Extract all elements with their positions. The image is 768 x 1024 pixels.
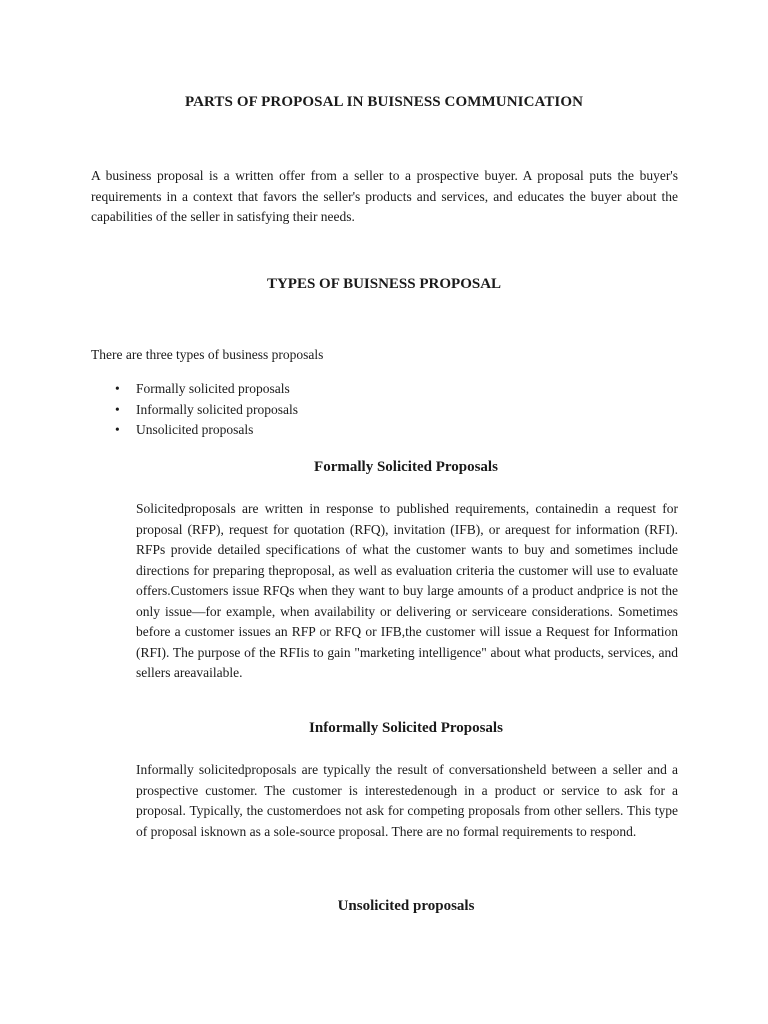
section-heading-formally-solicited: Formally Solicited Proposals (314, 459, 498, 475)
section-body-informally-solicited: Informally solicitedproposals are typically the result of conversationsheld between a seller and a prospective customer. The customer is interestedenough in a product or service to ask for a proposal. Typically, the customerdoes not ask for competing proposals from other sellers. This type of proposal isknown as a sole-source proposal. There are no formal requirements to respond. (136, 762, 678, 839)
types-heading: TYPES OF BUISNESS PROPOSAL (266, 276, 502, 292)
list-item (91, 400, 298, 421)
section-heading-informally-solicited: Informally Solicited Proposals (309, 720, 503, 736)
document-title: PARTS OF PROPOSAL IN BUISNESS COMMUNICATION (184, 94, 584, 110)
list-item-text: Informally solicited proposals (136, 401, 298, 417)
list-item-text: Formally solicited proposals (136, 381, 290, 396)
list-item (91, 420, 298, 441)
types-lead-paragraph: There are three types of business proposals (91, 347, 324, 362)
list-item-text: Unsolicited proposals (136, 422, 254, 437)
section-heading-unsolicited: Unsolicited proposals (337, 898, 475, 914)
section-body-formally-solicited: Solicitedproposals are written in response to published requirements, containedin a request for proposal (RFP), request for quotation (RFQ), invitation (IFB), or arequest for information (RFI). RFPs provide detailed specifications of what the customer wants to buy and sometimes include directions for preparing theproposal, as well as evaluation criteria the customer will use to evaluate offers.Customers issue RFQs when they want to buy large amounts of a product andprice is not the only issue—for example, when availability or delivering or serviceare considerations. Sometimes before a customer issues an RFP or RFQ or IFB,the customer will issue a Request for Information (RFI). The purpose of the RFIis to gain "marketing intelligence" about what products, services, and sellers areavailable. (136, 501, 678, 680)
list-item (91, 379, 298, 400)
bullet-icon: • (115, 381, 120, 396)
types-list (91, 379, 298, 441)
bullet-icon: • (115, 422, 120, 437)
bullet-icon: • (115, 401, 120, 417)
intro-paragraph: A business proposal is a written offer from a seller to a prospective buyer. A proposal puts the buyer's requirements in a context that favors the seller's products and services, and educates the buyer about the capabilities of the seller in satisfying their needs. (91, 168, 678, 224)
